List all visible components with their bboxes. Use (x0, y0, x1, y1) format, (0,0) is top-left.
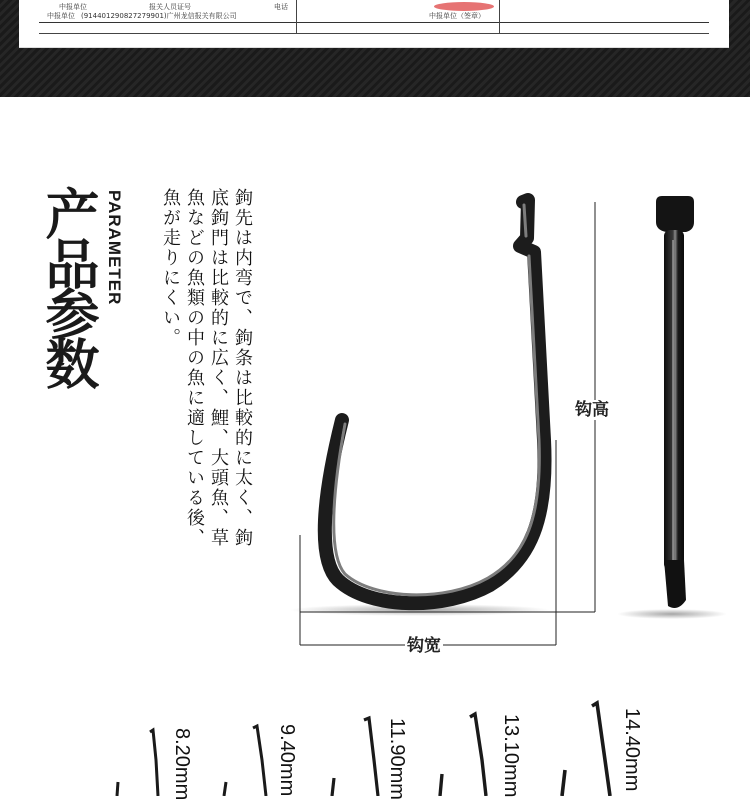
product-description: 鉤先は内弯で、鉤条は比較的に太く、鉤底鉤門は比較的に広く、鯉、大頭魚、草魚などの魚類の中の魚に適している後、魚が走りにくい。 (160, 188, 253, 548)
document-label: 中报单位 (59, 3, 87, 11)
size-label: 14.40mm (621, 708, 643, 792)
size-hook (224, 726, 266, 796)
size-label: 8.20mm (171, 728, 193, 800)
size-hook (332, 718, 378, 796)
size-label: 13.10mm (500, 714, 522, 798)
section-title: 产品参数 (37, 186, 100, 386)
hook-shadow (617, 609, 727, 619)
size-hook (440, 714, 486, 796)
document-label: 报关人员证号 (149, 3, 191, 11)
size-label: 9.40mm (276, 724, 298, 797)
size-label: 11.90mm (386, 718, 408, 800)
size-hook (117, 730, 158, 796)
height-label: 钩高 (575, 400, 609, 420)
document-company: (914401290827279901)广州龙信报关有限公司 (81, 12, 237, 20)
document-stamp-label: 中报单位（签章） (429, 12, 485, 20)
hook-front-view (325, 200, 545, 603)
hook-side-view (656, 196, 694, 608)
height-dimension (300, 202, 595, 612)
document-label: 电话 (274, 3, 288, 11)
width-label: 钩宽 (407, 636, 441, 656)
size-hook (562, 703, 610, 796)
document-label: 中报单位 (47, 12, 75, 20)
section-subtitle: PARAMETER (105, 190, 124, 306)
